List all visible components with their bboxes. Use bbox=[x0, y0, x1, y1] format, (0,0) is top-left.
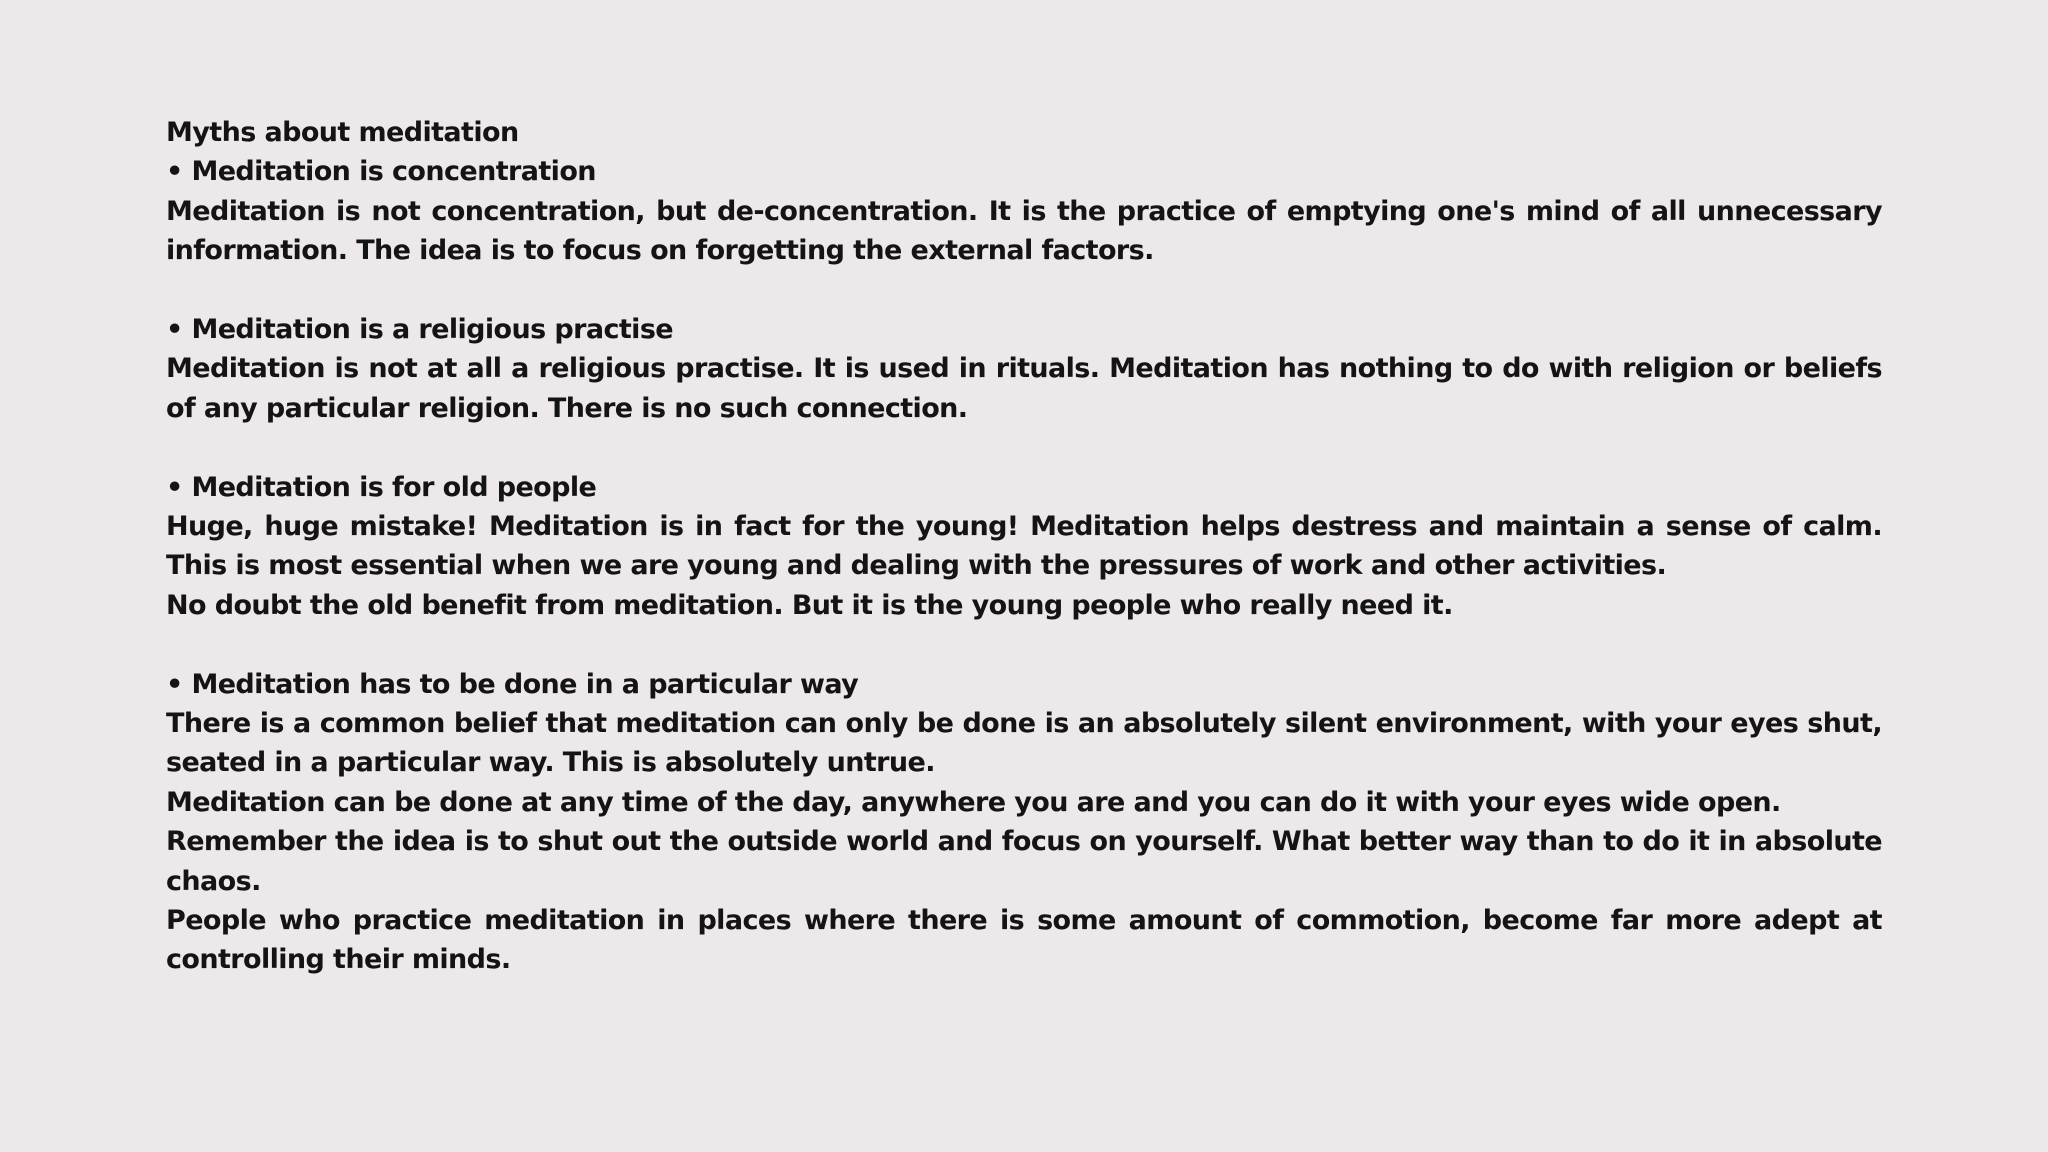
myth-paragraph: Meditation is not concentration, but de-concentration. It is the practice of emptying one's mind of all unnecessary information. The idea is to focus on forgetting the external factors. bbox=[166, 195, 1882, 267]
myth-paragraph: No doubt the old benefit from meditation. But it is the young people who really need it. bbox=[166, 589, 1453, 621]
myth-heading: • Meditation is a religious practise bbox=[166, 314, 673, 346]
myth-paragraph: There is a common belief that meditation can only be done is an absolutely silent environment, with your eyes shut, seated in a particular way. This is absolutely untrue. bbox=[166, 708, 1882, 779]
document-title: Myths about meditation bbox=[166, 117, 519, 148]
myth-heading: • Meditation is for old people bbox=[166, 471, 597, 503]
myth-section-concentration bbox=[166, 152, 1882, 270]
document-body bbox=[166, 113, 1882, 980]
myth-section-particular-way bbox=[166, 665, 1882, 980]
myth-heading: • Meditation is concentration bbox=[166, 156, 596, 188]
myth-section-religious bbox=[166, 310, 1882, 428]
myth-paragraph: Huge, huge mistake! Meditation is in fact for the young! Meditation helps destress and maintain a sense of calm. This is most essential when we are young and dealing with the pressures of work and other activities. bbox=[166, 511, 1882, 582]
myth-paragraph: Meditation can be done at any time of the day, anywhere you are and you can do it with your eyes wide open. bbox=[166, 786, 1781, 818]
myth-heading: • Meditation has to be done in a particular way bbox=[166, 668, 859, 700]
myth-paragraph: Remember the idea is to shut out the outside world and focus on yourself. What better way than to do it in absolute chaos. bbox=[166, 826, 1882, 897]
myth-paragraph: People who practice meditation in places where there is some amount of commotion, become far more adept at controlling their minds. bbox=[166, 905, 1882, 976]
myth-section-old-people bbox=[166, 468, 1882, 626]
myth-paragraph: Meditation is not at all a religious practise. It is used in rituals. Meditation has nothing to do with religion or beliefs of any particular religion. There is no such connection. bbox=[166, 353, 1882, 424]
